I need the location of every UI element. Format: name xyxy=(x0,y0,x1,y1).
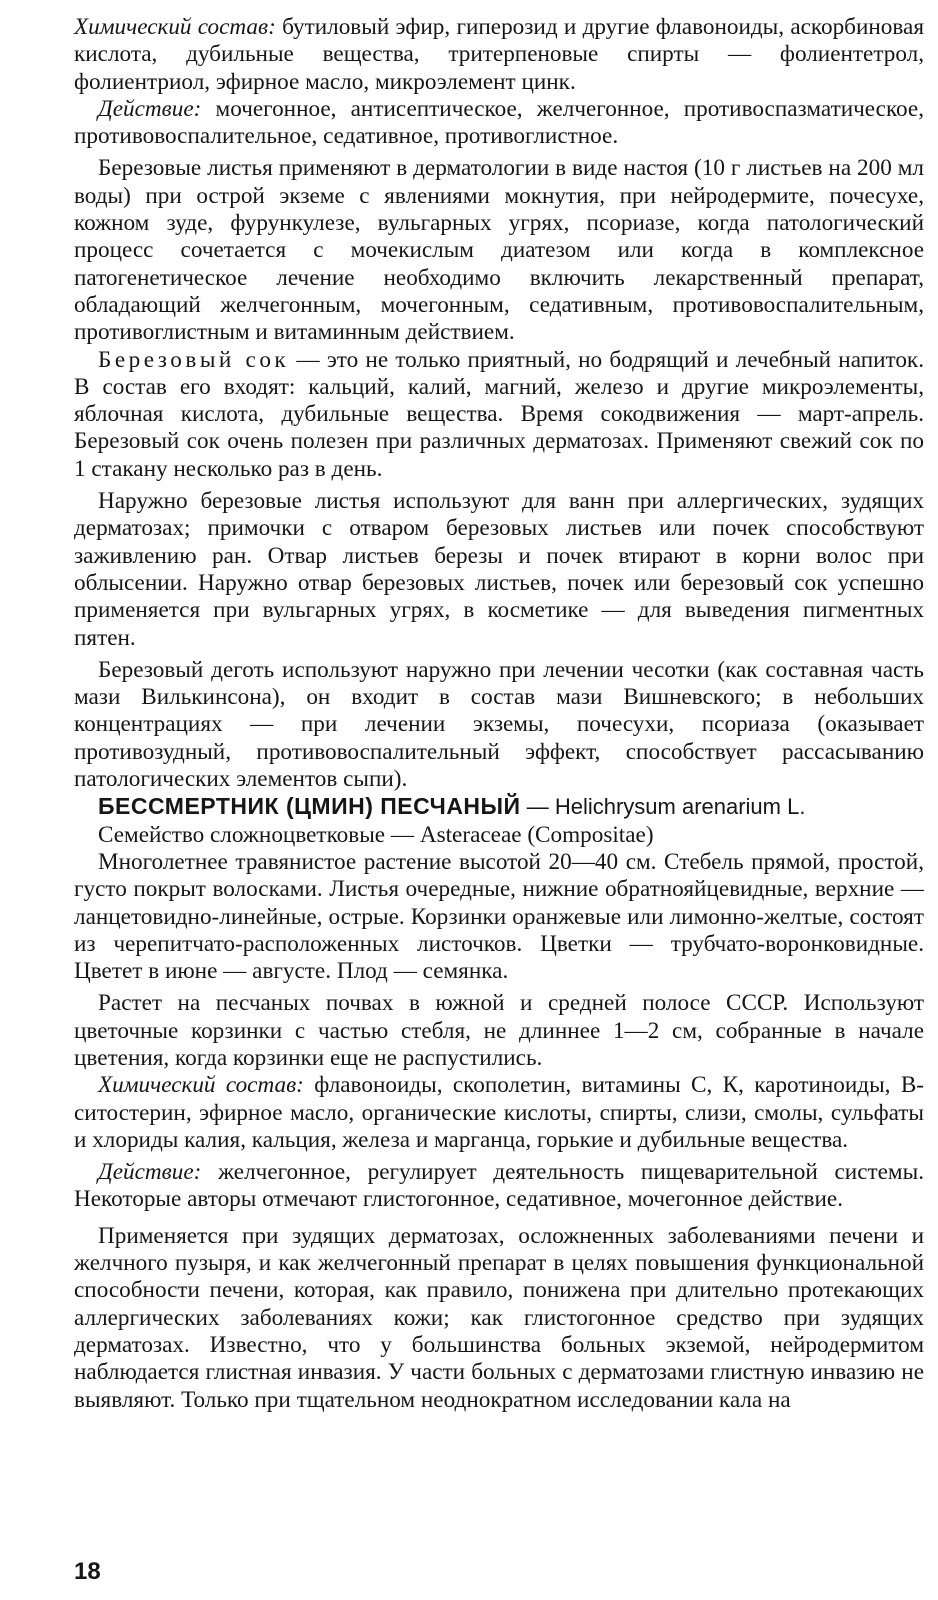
section-heading-immortelle xyxy=(74,793,924,821)
paragraph-text: желчегонное, регулирует деятельность пищеварительной системы. Некоторые авторы отмечают глистогонное, седативное, мочегонное действие. xyxy=(74,1159,924,1213)
paragraph-action-birch xyxy=(74,96,924,151)
paragraph-application xyxy=(74,1223,924,1414)
label-action: Действие: xyxy=(98,1159,202,1186)
page-body xyxy=(74,14,924,1414)
paragraph-text: Березовые листья применяют в дерматологии в виде настоя (10 г листьев на 200 мл воды) при острой экземе с явлениями мокнутия, при нейродермите, почесухе, кожном зуде, фурункулезе, вульгарных угрях, псориазе, когда патологический процесс сочетается с мочекислым диатезом или когда в комплексное патогенетическое лечение необходимо включить лекарственный препарат, обладающий желчегонным, мочегонным, седативным, противовоспалительным, противоглистным и витаминным действием. xyxy=(74,155,924,346)
paragraph-text: флавоноиды, скополетин, витамины С, К, каротиноиды, В-ситостерин, эфирное масло, органические кислоты, спирты, слизи, смолы, сульфаты и хлориды калия, кальция, железа и марганца, горькие и дубильные вещества. xyxy=(74,1072,925,1153)
paragraph-birch-tar xyxy=(74,657,924,793)
paragraph-text: бутиловый эфир, гиперозид и другие флавоноиды, аскорбиновая кислота, дубильные вещества, тритерпеновые спирты — фолиентетрол, фолиентриол, эфирное масло, микроэлемент цинк. xyxy=(74,14,924,95)
paragraph-chemical-composition-birch xyxy=(74,14,924,96)
paragraph-birch-leaves-use xyxy=(74,155,924,346)
paragraph-habitat xyxy=(74,990,924,1072)
label-action: Действие: xyxy=(98,95,202,122)
paragraph-text: — это не только приятный, но бодрящий и лечебный напиток. В состав его входят: кальций, калий, магний, железо и другие микроэлементы, яблочная кислота, дубильные вещества. Время сокодвижения — март-апрель. Березовый сок очень полезен при различных дерматозах. Применяют свежий сок по 1 стакану несколько раз в день. xyxy=(74,346,924,482)
page-number: 18 xyxy=(74,1558,101,1585)
paragraph-family xyxy=(74,822,924,849)
plant-name-heading: БЕССМЕРТНИК (ЦМИН) ПЕСЧАНЫЙ xyxy=(98,793,521,820)
paragraph-text: Применяется при зудящих дерматозах, осложненных заболеваниями печени и желчного пузыря, и как желчегонный препарат в целях повышения функциональной способности печени, которая, как правило, понижена при длительно протекающих аллергических заболеваниях кожи; как глистогонное средство при зудящих дерматозах. Известно, что у большинства больных экземой, нейродермитом наблюдается глистная инвазия. У части больных с дерматозами глистную инвазию не выявляют. Только при тщательном неоднократном исследовании кала на xyxy=(74,1222,924,1413)
label-chemical-composition: Химический состав: xyxy=(98,1072,304,1099)
paragraph-action-immortelle xyxy=(74,1159,924,1214)
plant-latin-name: — Helichrysum arenarium L. xyxy=(520,794,806,820)
paragraph-text: мочегонное, антисептическое, желчегонное, противоспазматическое, противовоспалительное, седативное, противоглистное. xyxy=(74,95,924,150)
paragraph-birch-sap xyxy=(74,347,924,483)
paragraph-external-use xyxy=(74,488,924,652)
paragraph-text: Семейство сложноцветковые — Asteraceae (Compositae) xyxy=(98,821,654,848)
paragraph-text: Наружно березовые листья используют для ванн при аллергических, зудящих дерматозах; примочки с отваром березовых листьев или почек способствуют заживлению ран. Отвар листьев березы и почек втирают в корни волос при облысении. Наружно отвар березовых листьев, почек или березовый сок успешно применяется при вульгарных угрях, в косметике — для выведения пигментных пятен. xyxy=(74,488,924,651)
paragraph-text: Березовый деготь используют наружно при лечении чесотки (как составная часть мази Вилькинсона), он входит в состав мази Вишневского; в небольших концентрациях — при лечении экземы, почесухи, псориаза (оказывает противозудный, противовоспалительный эффект, способствует рассасыванию патологических элементов сыпи). xyxy=(74,656,924,793)
paragraph-text: Многолетнее травянистое растение высотой 20—40 см. Стебель прямой, простой, густо покрыт волосками. Листья очередные, нижние обратнояйцевидные, верхние — ланцетовидно-линейные, острые. Корзинки оранжевые или лимонно-желтые, состоят из черепитчато-расположенных листочков. Цветки — трубчато-воронковидные. Цветет в июне — августе. Плод — семянка. xyxy=(74,848,924,985)
term-birch-sap: Березовый сок xyxy=(98,346,290,373)
paragraph-text: Растет на песчаных почвах в южной и средней полосе СССР. Используют цветочные корзинки с частью стебля, не длиннее 1—2 см, собранные в начале цветения, когда корзинки еще не распустились. xyxy=(74,990,924,1071)
paragraph-chemical-composition-immortelle xyxy=(74,1072,924,1154)
paragraph-description xyxy=(74,849,924,985)
label-chemical-composition: Химический состав: xyxy=(74,14,276,40)
